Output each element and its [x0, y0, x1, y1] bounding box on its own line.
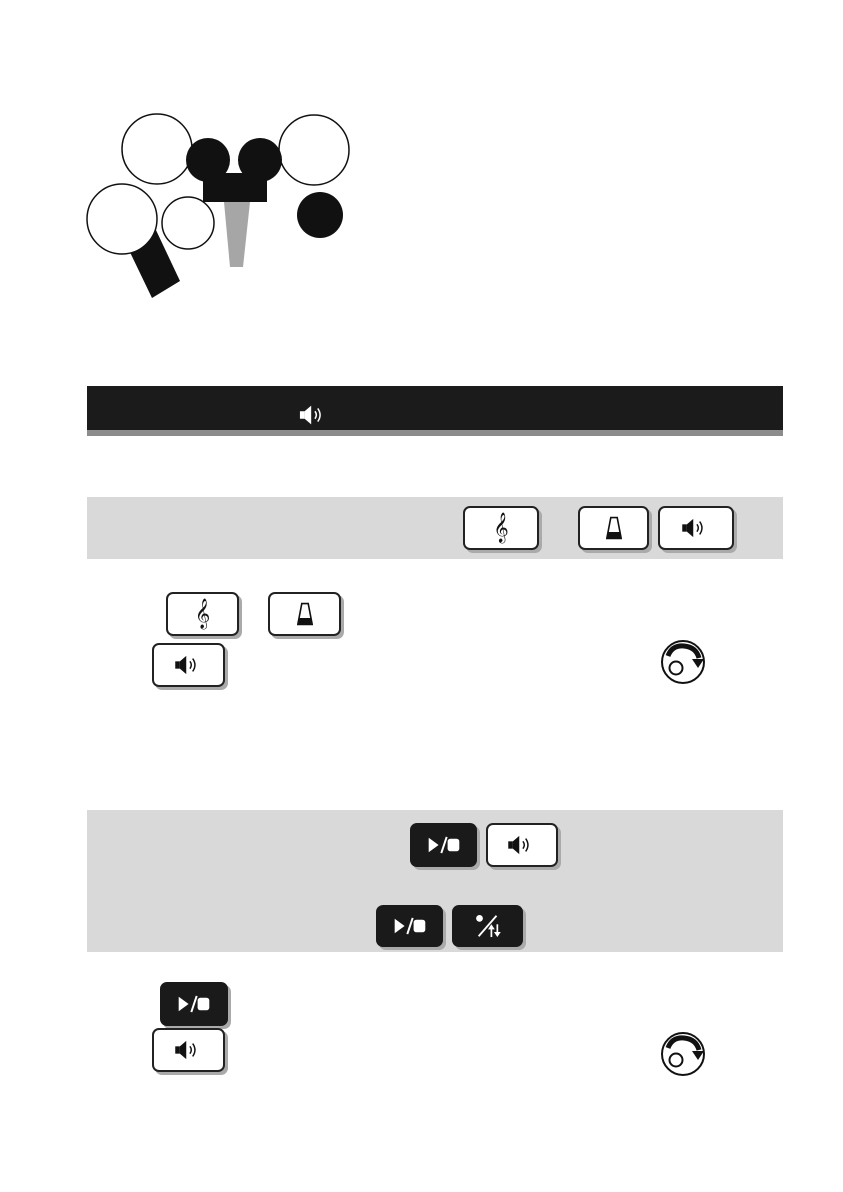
record-tempo-button[interactable]: [452, 905, 523, 947]
rotary-dial-icon[interactable]: [658, 637, 708, 687]
section-header-bar: [87, 386, 783, 436]
play-stop-icon: [426, 834, 462, 856]
metronome-button[interactable]: [268, 592, 341, 636]
speaker-icon: [681, 517, 711, 539]
treble-clef-button[interactable]: [166, 592, 239, 636]
speaker-icon: [174, 654, 204, 676]
metronome-icon: [606, 515, 622, 541]
speaker-icon: [174, 1039, 204, 1061]
volume-button[interactable]: [152, 1028, 225, 1072]
play-stop-button[interactable]: [376, 905, 443, 947]
play-stop-icon: [392, 915, 428, 937]
record-tempo-icon: [471, 913, 505, 939]
drum-kit-diagram: [80, 105, 370, 305]
kick-drum: [203, 173, 267, 202]
play-stop-button[interactable]: [160, 982, 228, 1026]
speaker-icon: [507, 834, 537, 856]
treble-clef-icon: 𝄞: [493, 513, 509, 543]
snare: [162, 197, 214, 249]
volume-button[interactable]: [658, 506, 734, 550]
metronome-button[interactable]: [578, 506, 649, 550]
floor-tom-stand: [224, 202, 250, 267]
floor-tom: [297, 192, 343, 238]
volume-button[interactable]: [486, 823, 558, 867]
speaker-icon: [299, 403, 329, 427]
rotary-dial-icon[interactable]: [658, 1029, 708, 1079]
crash-cymbal: [122, 114, 192, 184]
treble-clef-icon: 𝄞: [194, 599, 211, 629]
ride-cymbal: [279, 115, 349, 185]
metronome-icon: [297, 601, 313, 627]
play-stop-button[interactable]: [410, 823, 477, 867]
play-stop-icon: [176, 993, 212, 1015]
hi-hat-cymbal: [87, 184, 157, 254]
treble-clef-button[interactable]: [463, 506, 539, 550]
volume-button[interactable]: [152, 643, 225, 687]
